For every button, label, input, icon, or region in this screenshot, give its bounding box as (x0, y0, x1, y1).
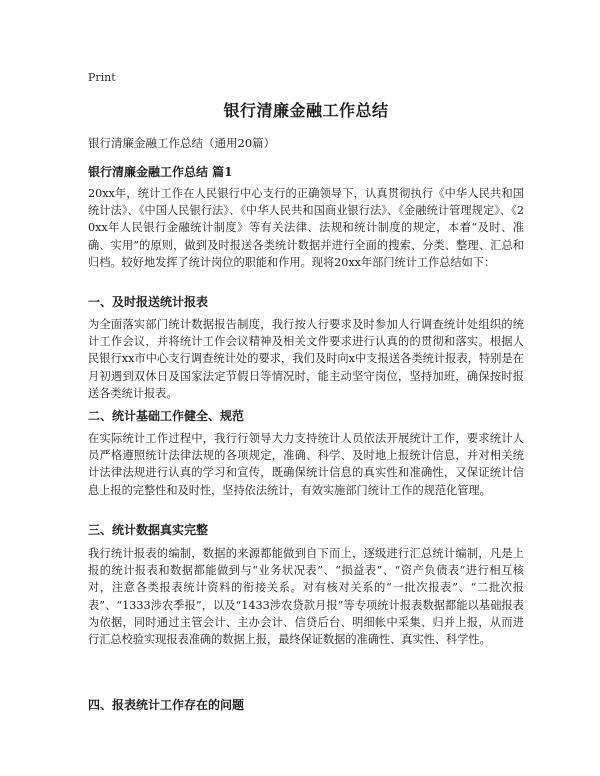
section-title-1: 一、及时报送统计报表 (88, 295, 209, 309)
article-heading: 银行清廉金融工作总结 篇1 (88, 165, 233, 179)
section-title-2: 二、统计基础工作健全、规范 (88, 409, 245, 423)
section-body-1: 为全面落实部门统计数据报告制度，我行按人行要求及时参加人行调查统计处组织的统计工作会议，并将统计工作会议精神及相关文件要求进行认真的的贯彻和落实。根据人民银行xx市中心支行调查统计处的要求，我们及时向x中支报送各类统计报表，特别是在月初遇到双休日及国家法定节假日等情况时，能主动坚守岗位，坚持加班，确保按时报送各类统计报表。 (88, 318, 524, 400)
section-title-4: 四、报表统计工作存在的问题 (88, 698, 245, 712)
section-title-3: 三、统计数据真实完整 (88, 523, 209, 537)
section-body-2: 在实际统计工作过程中，我行行领导大力支持统计人员依法开展统计工作，要求统计人员严格遵照统计法律法规的各项规定，准确、科学、及时地上报统计信息，并对相关统计法律法规进行认真的学习和宣传，既确保统计信息的真实性和准确性，又保证统计信息上报的完整性和及时性，坚持依法统计，有效实施部门统计工作的规范化管理。 (88, 432, 524, 497)
print-label[interactable]: Print (88, 71, 116, 84)
page-title: 银行清廉金融工作总结 (223, 101, 389, 120)
section-body-3: 我行统计报表的编制，数据的来源都能做到自下而上，逐级进行汇总统计编制，凡是上报的统计报表和数据都能做到与“业务状况表”、“损益表”、“资产负债表”进行相互核对，注意各类报表统计资料的衔接关系。对有核对关系的“一批次报表”、“二批次报表”、“1333涉农季报”，以及“1433涉农贷款月报”等专项统计报表数据都能以基础报表为依据，同时通过主管会计、主办会计、信贷后台、明细帐中采集、归并上报，从而进行汇总校验实现报表准确的数据上报，最终保证数据的准确性、真实性、科学性。 (88, 547, 524, 647)
document-subtitle: 银行清廉金融工作总结（通用20篇） (88, 136, 276, 150)
intro-paragraph: 20xx年，统计工作在人民银行中心支行的正确领导下，认真贯彻执行《中华人民共和国统计法》、《中国人民银行法》、《中华人民共和国商业银行法》、《金融统计管理规定》、《20xx年人民银行金融统计制度》等有关法律、法规和统计制度的规定，本着“及时、准确、实用”的原则，做到及时报送各类统计数据并进行全面的搜索、分类、整理、汇总和归档。较好地发挥了统计岗位的职能和作用。现将20xx年部门统计工作总结如下： (88, 187, 524, 269)
